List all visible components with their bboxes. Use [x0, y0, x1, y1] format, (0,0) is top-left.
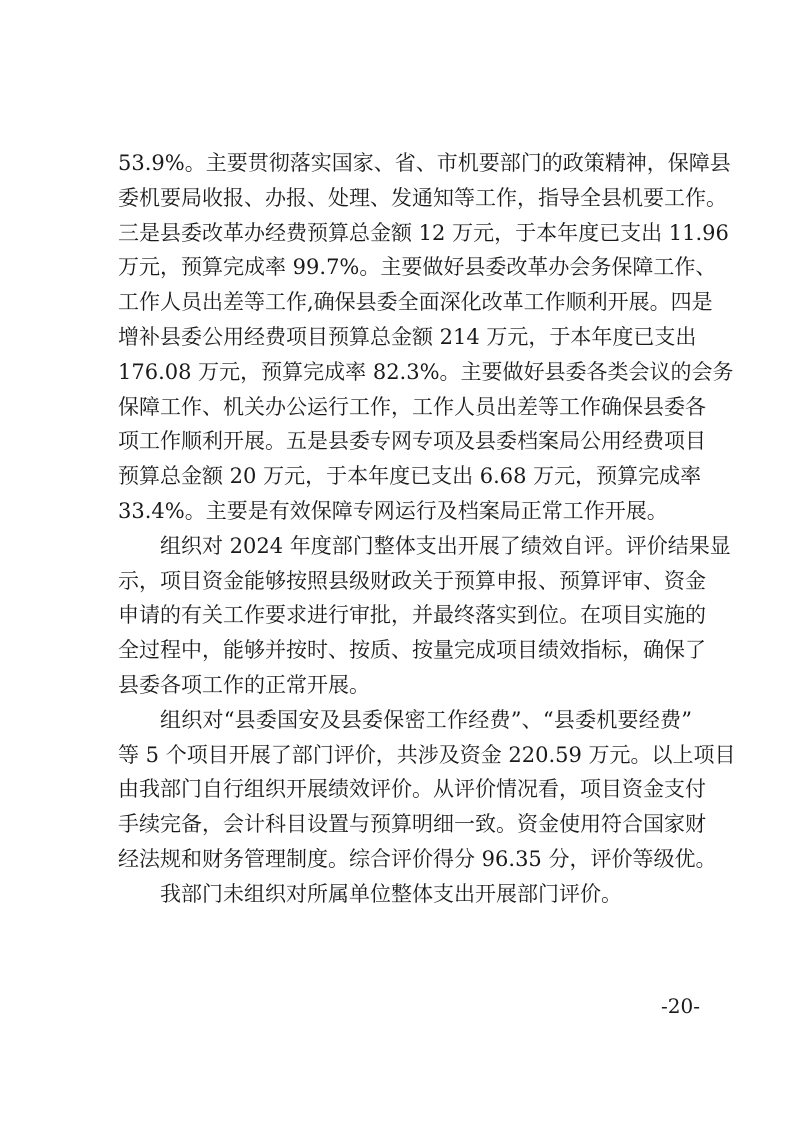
- text-line: 预算总金额 20 万元，于本年度已支出 6.68 万元，预算完成率: [118, 464, 702, 489]
- text-line: 增补县委公用经费项目预算总金额 214 万元，于本年度已支出: [118, 324, 697, 349]
- text-line: 项工作顺利开展。五是县委专网专项及县委档案局公用经费项目: [118, 429, 706, 454]
- document-body: [118, 146, 736, 912]
- text-line: 万元，预算完成率 99.7%。主要做好县委改革办会务保障工作、: [118, 255, 717, 280]
- text-line: 53.9%。主要贯彻落实国家、省、市机要部门的政策精神，保障县: [118, 151, 731, 175]
- text-line: 176.08 万元，预算完成率 82.3%。主要做好县委各类会议的会务: [118, 359, 734, 384]
- paragraph-unit-evaluation: [118, 877, 692, 912]
- text-line: 由我部门自行组织开展绩效评价。从评价情况看，项目资金支付: [118, 777, 706, 802]
- text-line: 组织对 2024 年度部门整体支出开展了绩效自评。评价结果显: [160, 533, 731, 558]
- text-line: 全过程中，能够并按时、按质、按量完成项目绩效指标，确保了: [118, 638, 706, 663]
- text-line: 经法规和财务管理制度。综合评价得分 96.35 分，评价等级优。: [118, 846, 717, 871]
- text-line: 县委各项工作的正常开展。: [118, 672, 370, 697]
- paragraph-budget-execution: [118, 146, 734, 529]
- text-line: 33.4%。主要是有效保障专网运行及档案局正常工作开展。: [118, 498, 668, 523]
- text-line: 委机要局收报、办报、处理、发通知等工作，指导全县机要工作。: [118, 185, 727, 210]
- text-line: 保障工作、机关办公运行工作，工作人员出差等工作确保县委各: [118, 394, 706, 419]
- text-line: 示，项目资金能够按照县级财政关于预算申报、预算评审、资金: [118, 568, 706, 593]
- paragraph-project-evaluation: [118, 703, 736, 877]
- text-line: 工作人员出差等工作,确保县委全面深化改革工作顺利开展。四是: [118, 290, 713, 315]
- text-line: 组织对“县委国安及县委保密工作经费”、“县委机要经费”: [160, 707, 692, 732]
- text-line: 申请的有关工作要求进行审批，并最终落实到位。在项目实施的: [118, 603, 706, 628]
- page-number: -20-: [661, 994, 700, 1018]
- text-line: 等 5 个项目开展了部门评价，共涉及资金 220.59 万元。以上项目: [118, 742, 736, 767]
- text-line: 我部门未组织对所属单位整体支出开展部门评价。: [160, 881, 622, 906]
- text-line: 三是县委改革办经费预算总金额 12 万元，于本年度已支出 11.96: [118, 220, 729, 245]
- text-line: 手续完备，会计科目设置与预算明细一致。资金使用符合国家财: [118, 812, 706, 837]
- paragraph-self-evaluation: [118, 529, 731, 703]
